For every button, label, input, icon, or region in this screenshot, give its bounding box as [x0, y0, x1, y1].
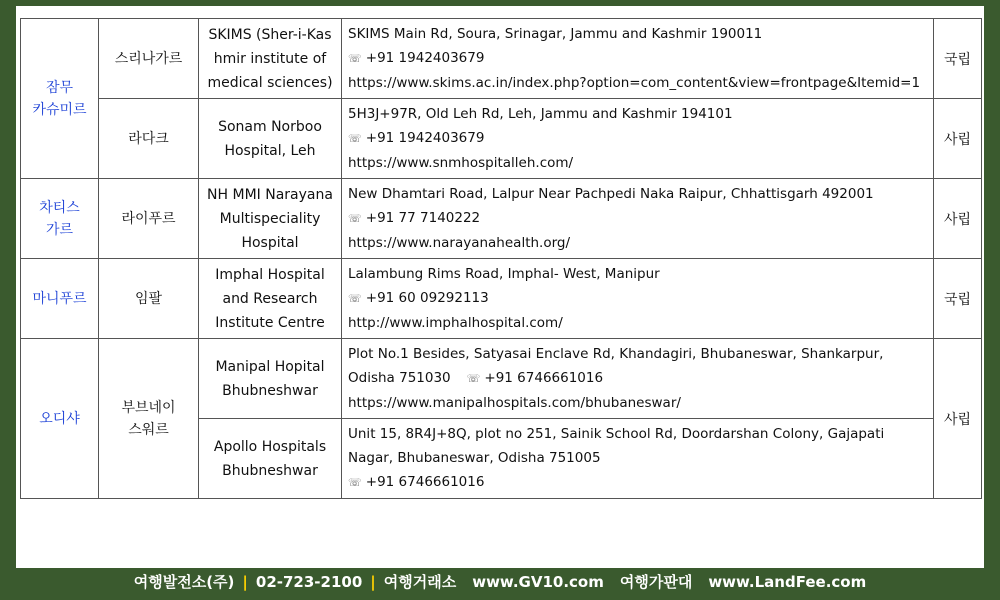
hospital-name: Apollo Hospitals Bhubneshwar — [199, 419, 342, 499]
page — [16, 6, 984, 568]
city-cell: 스리나가르 — [99, 19, 199, 99]
phone: +91 6746661016 — [365, 474, 485, 490]
hospital-info — [342, 99, 934, 179]
website-link[interactable]: https://www.narayanahealth.org/ — [348, 235, 571, 251]
phone: +91 1942403679 — [365, 50, 485, 66]
hospital-info — [342, 19, 934, 99]
address: Unit 15, 8R4J+8Q, plot no 251, Sainik School Rd, Doordarshan Colony, Gajapati — [348, 426, 885, 442]
footer-company: 여행발전소(주) — [133, 573, 235, 591]
footer-separator: | — [242, 573, 248, 591]
hospital-info — [342, 259, 934, 339]
phone: +91 77 7140222 — [365, 210, 481, 226]
hospital-name: Manipal Hopital Bhubneshwar — [199, 339, 342, 419]
table-row — [21, 19, 982, 99]
state-cell — [21, 179, 99, 259]
city-cell: 라이푸르 — [99, 179, 199, 259]
website-link[interactable]: http://www.imphalhospital.com/ — [348, 315, 563, 331]
city-cell: 임팔 — [99, 259, 199, 339]
phone: +91 1942403679 — [365, 130, 485, 146]
state-cell — [21, 19, 99, 179]
hospital-table — [20, 18, 982, 499]
hospital-name: SKIMS (Sher-i-Kas hmir institute of medical sciences) — [199, 19, 342, 99]
footer-label-1: 여행거래소 — [383, 573, 457, 591]
phone-icon: ☏ — [348, 132, 362, 145]
address: New Dhamtari Road, Lalpur Near Pachpedi Naka Raipur, Chhattisgarh 492001 — [348, 186, 874, 202]
address: Nagar, Bhubaneswar, Odisha 751005 — [348, 450, 601, 466]
table-row — [21, 99, 982, 179]
hospital-name: NH MMI Narayana Multispeciality Hospital — [199, 179, 342, 259]
state-name: 가르 — [45, 221, 74, 238]
type-cell: 사립 — [934, 339, 982, 499]
state-name: 마니푸르 — [32, 290, 87, 307]
address: 5H3J+97R, Old Leh Rd, Leh, Jammu and Kashmir 194101 — [348, 106, 733, 122]
hospital-name: Sonam Norboo Hospital, Leh — [199, 99, 342, 179]
table-row — [21, 339, 982, 419]
footer-label-2: 여행가판대 — [619, 573, 693, 591]
address: Odisha 751030 — [348, 370, 451, 386]
website-link[interactable]: https://www.snmhospitalleh.com/ — [348, 155, 574, 171]
footer-site-2[interactable]: www.LandFee.com — [708, 573, 867, 591]
phone-icon: ☏ — [466, 372, 481, 385]
phone-icon: ☏ — [348, 212, 362, 225]
state-cell — [21, 259, 99, 339]
state-name: 차티스 — [39, 199, 80, 216]
phone-icon: ☏ — [348, 292, 362, 305]
phone-icon: ☏ — [348, 476, 362, 489]
type-cell: 사립 — [934, 99, 982, 179]
city-cell: 라다크 — [99, 99, 199, 179]
state-cell — [21, 339, 99, 499]
footer-phone: 02-723-2100 — [255, 573, 363, 591]
phone: +91 6746661016 — [484, 370, 604, 386]
address: Plot No.1 Besides, Satyasai Enclave Rd, Khandagiri, Bhubaneswar, Shankarpur, — [348, 346, 884, 362]
city-cell: 부브네이 스워르 — [99, 339, 199, 499]
state-name: 잠무 — [45, 79, 74, 96]
phone-icon: ☏ — [348, 52, 362, 65]
hospital-info — [342, 339, 934, 419]
hospital-name: Imphal Hospital and Research Institute Centre — [199, 259, 342, 339]
type-cell: 국립 — [934, 259, 982, 339]
state-name: 카슈미르 — [32, 101, 87, 118]
footer — [0, 568, 1000, 600]
type-cell: 국립 — [934, 19, 982, 99]
state-name: 오디샤 — [39, 410, 80, 427]
website-link[interactable]: https://www.manipalhospitals.com/bhubaneswar/ — [348, 395, 681, 411]
footer-separator: | — [370, 573, 376, 591]
address: SKIMS Main Rd, Soura, Srinagar, Jammu and Kashmir 190011 — [348, 26, 763, 42]
table-row — [21, 179, 982, 259]
phone: +91 60 09292113 — [365, 290, 489, 306]
type-cell: 사립 — [934, 179, 982, 259]
table-row — [21, 259, 982, 339]
hospital-info — [342, 179, 934, 259]
footer-site-1[interactable]: www.GV10.com — [472, 573, 604, 591]
address: Lalambung Rims Road, Imphal- West, Manipur — [348, 266, 660, 282]
website-link[interactable]: https://www.skims.ac.in/index.php?option=com_content&view=frontpage&Itemid=1 — [348, 75, 921, 91]
hospital-info — [342, 419, 934, 499]
